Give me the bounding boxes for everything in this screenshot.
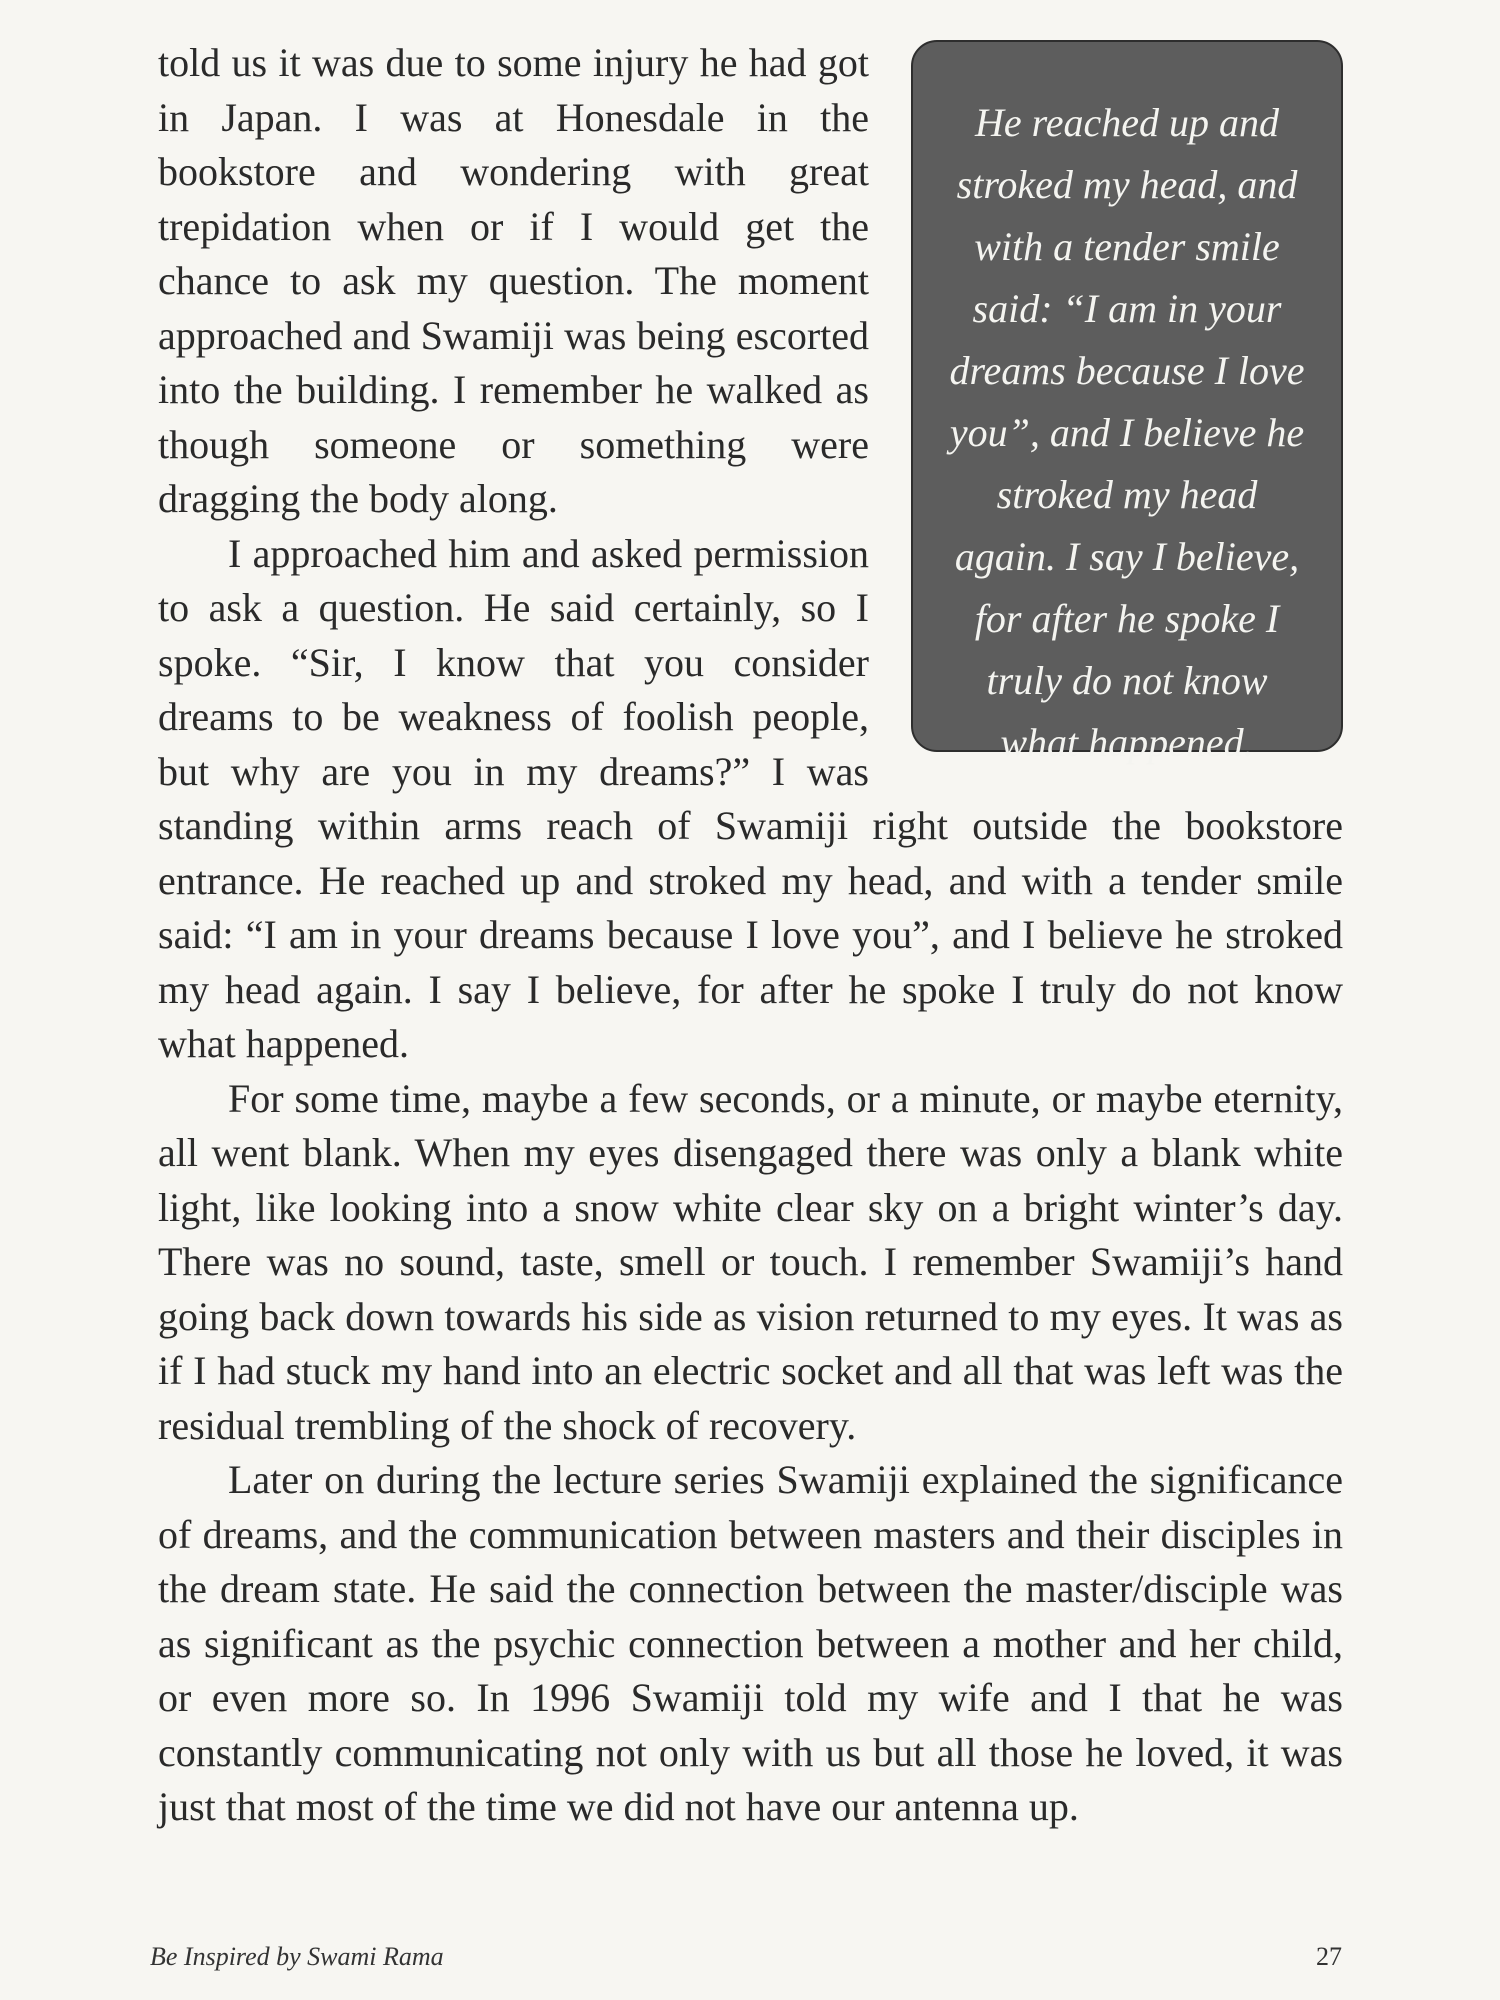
paragraph-4: Later on during the lecture series Swamiji explained the significance of dreams, and the communication between masters and their disciples in the dream state. He said the connection between the master/disciple was as significant as the psychic connection between a mother and her child, or even more so. In 1996 Swamiji told my wife and I that he was constantly communicating not only with us but all those he loved, it was just that most of the time we did not have our antenna up. [158, 1457, 1343, 1829]
pull-quote-box [911, 40, 1343, 765]
paragraph-2: I approached him and asked permission to ask a question. He said certainly, so I spoke. “Sir, I know that you consider dreams to be weakness of foolish people, but why are you in my dreams?” I was standing within arms reach of Swamiji right outside the bookstore entrance. He reached up and stroked my head, and with a tender smile said: “I am in your dreams because I love you”, and I believe he stroked my head again. I say I believe, for after he spoke I truly do not know what happened. [158, 530, 1343, 1066]
page-content [158, 36, 1343, 1916]
footer-book-title: Be Inspired by Swami Rama [150, 1942, 444, 1971]
paragraph-3: For some time, maybe a few seconds, or a minute, or maybe eternity, all went blank. When my eyes disengaged there was only a blank white light, like looking into a snow white clear sky on a bright winter’s day. There was no sound, taste, smell or touch. I remember Swamiji’s hand going back down towards his side as vision returned to my eyes. It was as if I had stuck my hand into an electric socket and all that was left was the residual trembling of the shock of recovery. [158, 1075, 1343, 1448]
pull-quote-text: He reached up and stroked my head, and with a tender smile said: “I am in your dreams because I love you”, and I believe he stroked my head again. I say I believe, for after he spoke I truly do not know what happened. [949, 100, 1305, 765]
page-number: 27 [1316, 1942, 1342, 1971]
paragraph-1: told us it was due to some injury he had got in Japan. I was at Honesdale in the bookstore and wondering with great trepidation when or if I would get the chance to ask my question. The moment approached and Swamiji was being escorted into the building. I remember he walked as though someone or something were dragging the body along. [158, 40, 869, 521]
